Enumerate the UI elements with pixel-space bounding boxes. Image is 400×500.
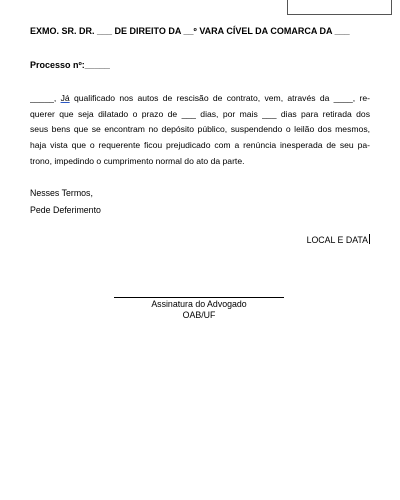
process-number: Processo nº:_____ [30,60,110,70]
closing-terms: Nesses Termos, [30,188,93,198]
document-heading: EXMO. SR. DR. ___ DE DIREITO DA __º VARA CÍVEL DA COMARCA DA ___ [30,26,350,36]
closing-block [30,185,101,218]
body-line-2: querer que seja dilatado o prazo de ___ dias, por mais ___ dias para retirada dos [30,108,370,119]
signature-label: Assinatura do Advogado [151,299,247,309]
body-line-4: haja vista que o requerente ficou prejudicado com a renúncia inesperada de seu pa- [30,140,370,151]
local-date[interactable] [307,234,370,245]
header-box [287,0,392,15]
signature-block [114,299,284,321]
spellcheck-word[interactable]: Já [60,93,70,103]
signature-line [114,297,284,298]
body-line-1 [30,91,370,107]
closing-request: Pede Deferimento [30,204,101,215]
text-cursor [369,234,370,244]
body-line-3: seus bens que se encontram no depósito público, suspendendo o leilão dos mesmos, [30,124,370,135]
petition-body [30,91,370,170]
oab-label: OAB/UF [182,310,216,320]
blank-name: _____, [30,93,61,103]
body-line-1-text: qualificado nos autos de rescisão de contrato, vem, através da ____, re- [69,93,370,103]
local-date-text: LOCAL E DATA [306,235,368,245]
body-line-5: trono, impedindo o cumprimento normal do ato da parte. [30,155,245,166]
